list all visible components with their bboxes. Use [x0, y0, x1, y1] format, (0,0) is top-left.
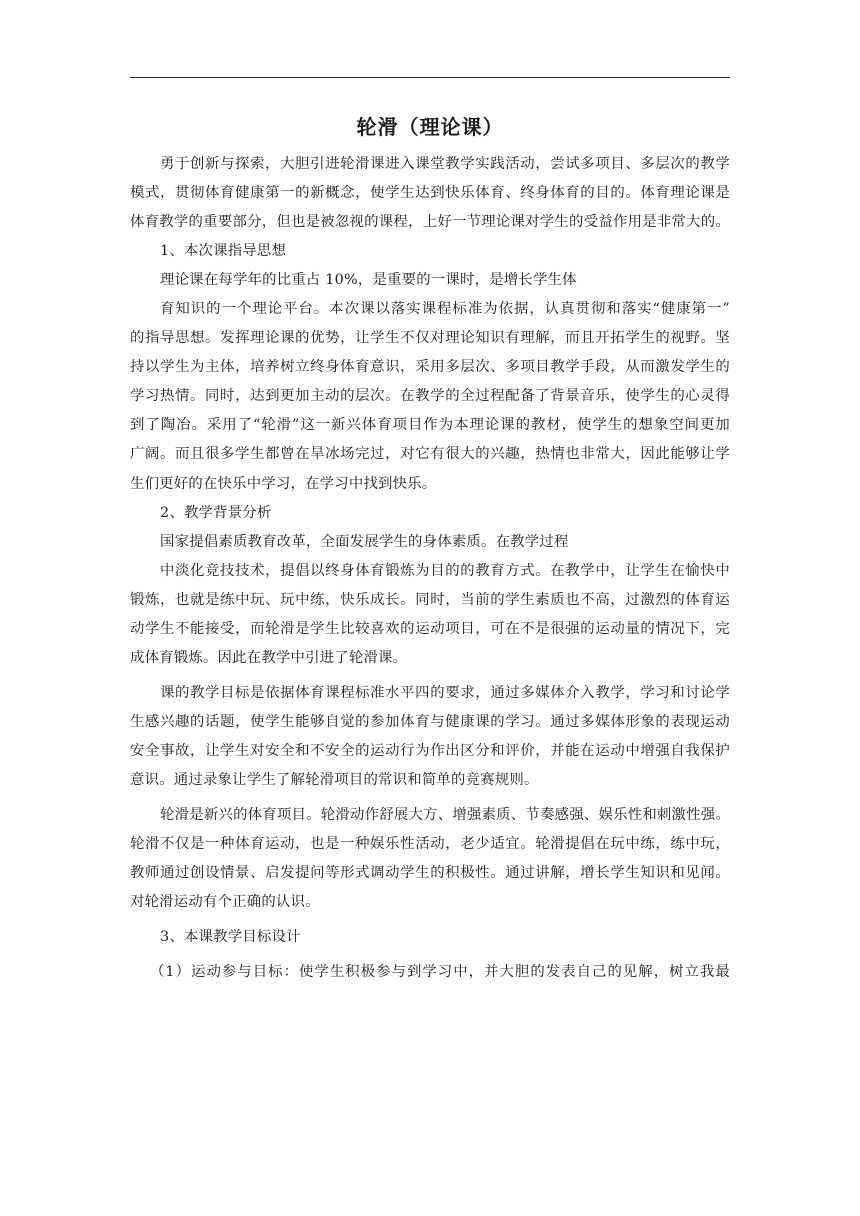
document-body — [130, 150, 730, 987]
body-line: 到了陶冶。采用了“轮滑”这一新兴体育项目作为本理论课的教材，使学生的想象空间更加 — [130, 417, 730, 434]
document-title: 轮滑（理论课） — [356, 115, 504, 139]
body-line: 勇于创新与探索，大胆引进轮滑课进入课堂教学实践活动，尝试多项目、多层次的教学 — [160, 156, 730, 172]
body-line: 中淡化竞技技术，提倡以终身体育锻炼为目的的教育方式。在教学中，让学生在愉快中 — [160, 562, 730, 579]
body-line: 成体育锻炼。因此在教学中引进了轮滑课。 — [130, 649, 408, 666]
section-heading: 2、教学背景分析 — [160, 504, 272, 521]
body-line: 体育教学的重要部分，但也是被忽视的课程，上好一节理论课对学生的受益作用是非常大的。 — [130, 214, 730, 231]
body-line: 意识。通过录象让学生了解轮滑项目的常识和简单的竞赛规则。 — [130, 771, 539, 788]
header-rule — [130, 77, 730, 78]
body-line: 轮滑不仅是一种体育运动，也是一种娱乐性活动，老少适宜。轮滑提倡在玩中练，练中玩， — [130, 836, 730, 853]
body-line: 课的教学目标是依据体育课程标准水平四的要求，通过多媒体介入教学，学习和讨论学 — [160, 684, 730, 701]
body-line: 安全事故，让学生对安全和不安全的运动行为作出区分和评价，并能在运动中增强自我保护 — [130, 742, 730, 759]
body-line: 国家提倡素质教育改革，全面发展学生的身体素质。在教学过程 — [160, 533, 569, 550]
body-line: 持以学生为主体，培养树立终身体育意识，采用多层次、多项目教学手段，从而激发学生的 — [130, 359, 730, 376]
body-line: 生们更好的在快乐中学习，在学习中找到快乐。 — [130, 475, 437, 492]
body-line: 锻炼，也就是练中玩、玩中练，快乐成长。同时，当前的学生素质也不高，过激烈的体育运 — [130, 591, 730, 608]
body-line: 理论课在每学年的比重占 10%，是重要的一课时，是增长学生体 — [160, 272, 577, 289]
body-line: 广阔。而且很多学生都曾在旱冰场完过，对它有很大的兴趣，热情也非常大，因此能够让学 — [130, 446, 730, 463]
body-line: 动学生不能接受，而轮滑是学生比较喜欢的运动项目，可在不是很强的运动量的情况下，完 — [130, 620, 730, 637]
body-line: 轮滑是新兴的体育项目。轮滑动作舒展大方、增强素质、节奏感强、娱乐性和刺激性强。 — [160, 807, 730, 824]
body-line: 模式，贯彻体育健康第一的新概念，使学生达到快乐体育、终身体育的目的。体育理论课是 — [130, 185, 730, 202]
section-heading: 3、本课教学目标设计 — [160, 929, 301, 946]
body-line: 学习热情。同时，达到更加主动的层次。在教学的全过程配备了背景音乐，使学生的心灵得 — [130, 388, 730, 405]
body-line: 的指导思想。发挥理论课的优势，让学生不仅对理论知识有理解，而且开拓学生的视野。坚 — [130, 330, 730, 347]
body-line: 教师通过创设情景、启发提问等形式调动学生的积极性。通过讲解，增长学生知识和见闻。 — [130, 865, 730, 882]
section-heading: 1、本次课指导思想 — [160, 243, 287, 260]
body-line: 育知识的一个理论平台。本次课以落实课程标准为依据，认真贯彻和落实“健康第一” — [160, 301, 730, 318]
body-line: 生感兴趣的话题，使学生能够自觉的参加体育与健康课的学习。通过多媒体形象的表现运动 — [130, 713, 730, 730]
body-line: 对轮滑运动有个正确的认识。 — [130, 894, 320, 911]
body-line: （1）运动参与目标：使学生积极参与到学习中，并大胆的发表自己的见解，树立我最 — [150, 964, 730, 981]
